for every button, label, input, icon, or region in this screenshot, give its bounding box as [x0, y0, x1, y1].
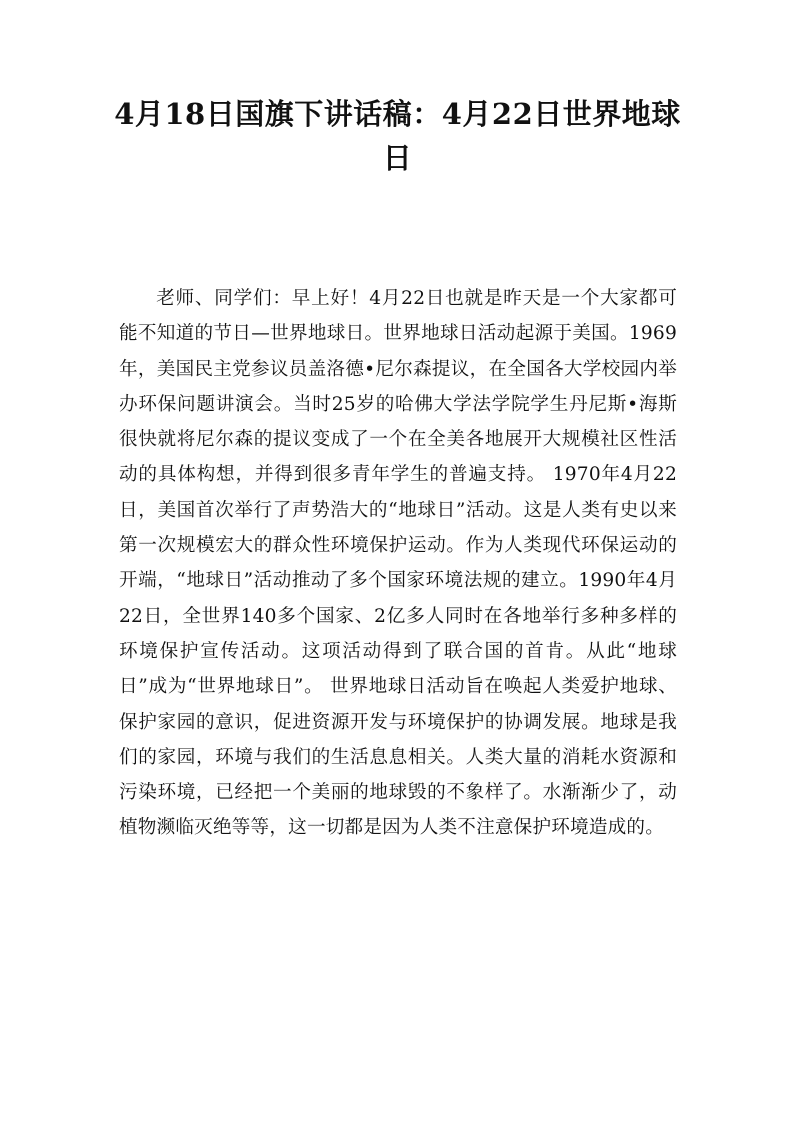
document-title: 4月18日国旗下讲话稿：4月22日世界地球日	[114, 97, 681, 175]
speech-body-paragraph: 老师、同学们：早上好！4月22日也就是昨天是一个大家都可能不知道的节日—世界地球日。世界地球日活动起源于美国。1969年，美国民主党参议员盖洛德•尼尔森提议，在全国各大学校园内举办环保问题讲演会。当时25岁的哈佛大学法学院学生丹尼斯•海斯很快就将尼尔森的提议变成了一个在全美各地展开大规模社区性活动的具体构想，并得到很多青年学生的普遍支持。 1970年4月22日，美国首次举行了声势浩大的“地球日”活动。这是人类有史以来第一次规模宏大的群众性环境保护运动。作为人类现代环保运动的开端，“地球日”活动推动了多个国家环境法规的建立。1990年4月22日，全世界140多个国家、2亿多人同时在各地举行多种多样的环境保护宣传活动。这项活动得到了联合国的首肯。从此“地球日”成为“世界地球日”。 世界地球日活动旨在唤起人类爱护地球、保护家园的意识，促进资源开发与环境保护的协调发展。地球是我们的家园，环境与我们的生活息息相关。人类大量的消耗水资源和污染环境，已经把一个美丽的地球毁的不象样了。水渐渐少了，动植物濒临灭绝等等，这一切都是因为人类不注意保护环境造成的。	[119, 288, 677, 839]
